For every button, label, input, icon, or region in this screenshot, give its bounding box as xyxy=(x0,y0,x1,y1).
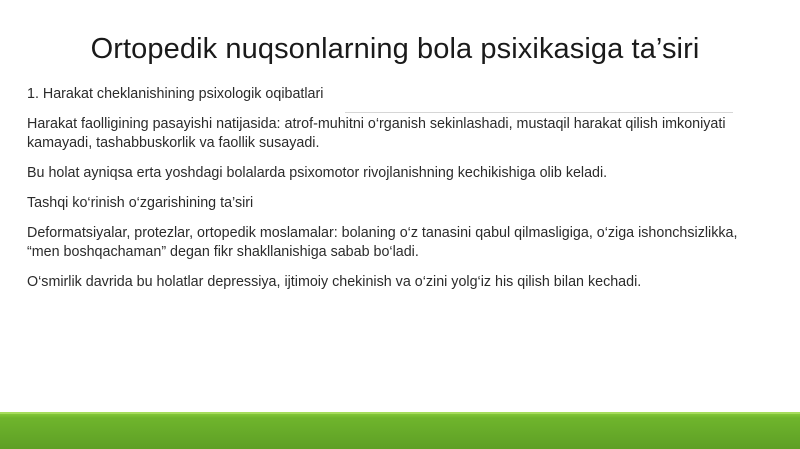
paragraph-movement-effects: Harakat faolligining pasayishi natijasida: atrof-muhitni o‘rganish sekinlashadi, mustaqil harakat qilish imkoniyati kamayadi, tashabbuskorlik va faollik susayadi. xyxy=(27,116,726,151)
paragraph-adolescence: O‘smirlik davrida bu holatlar depressiya, ijtimoiy chekinish va o‘zini yolg‘iz his qilish bilan kechadi. xyxy=(27,274,642,290)
footer-highlight xyxy=(0,412,800,414)
slide-body xyxy=(27,85,757,303)
paragraph-heading-movement: 1. Harakat cheklanishining psixologik oqibatlari xyxy=(27,86,324,102)
slide-title: Ortopedik nuqsonlarning bola psixikasiga ta’siri xyxy=(90,33,700,65)
footer-bar xyxy=(0,412,800,449)
paragraph-heading-appearance: Tashqi ko‘rinish o‘zgarishining ta’siri xyxy=(27,195,254,211)
paragraph-early-age: Bu holat ayniqsa erta yoshdagi bolalarda psixomotor rivojlanishning kechikishiga olib keladi. xyxy=(27,165,608,181)
paragraph-deformations: Deformatsiyalar, protezlar, ortopedik moslamalar: bolaning o‘z tanasini qabul qilmasligiga, o‘ziga ishonchsizlikka, “men boshqachaman” degan fikr shakllanishiga sabab bo‘ladi. xyxy=(27,225,738,260)
